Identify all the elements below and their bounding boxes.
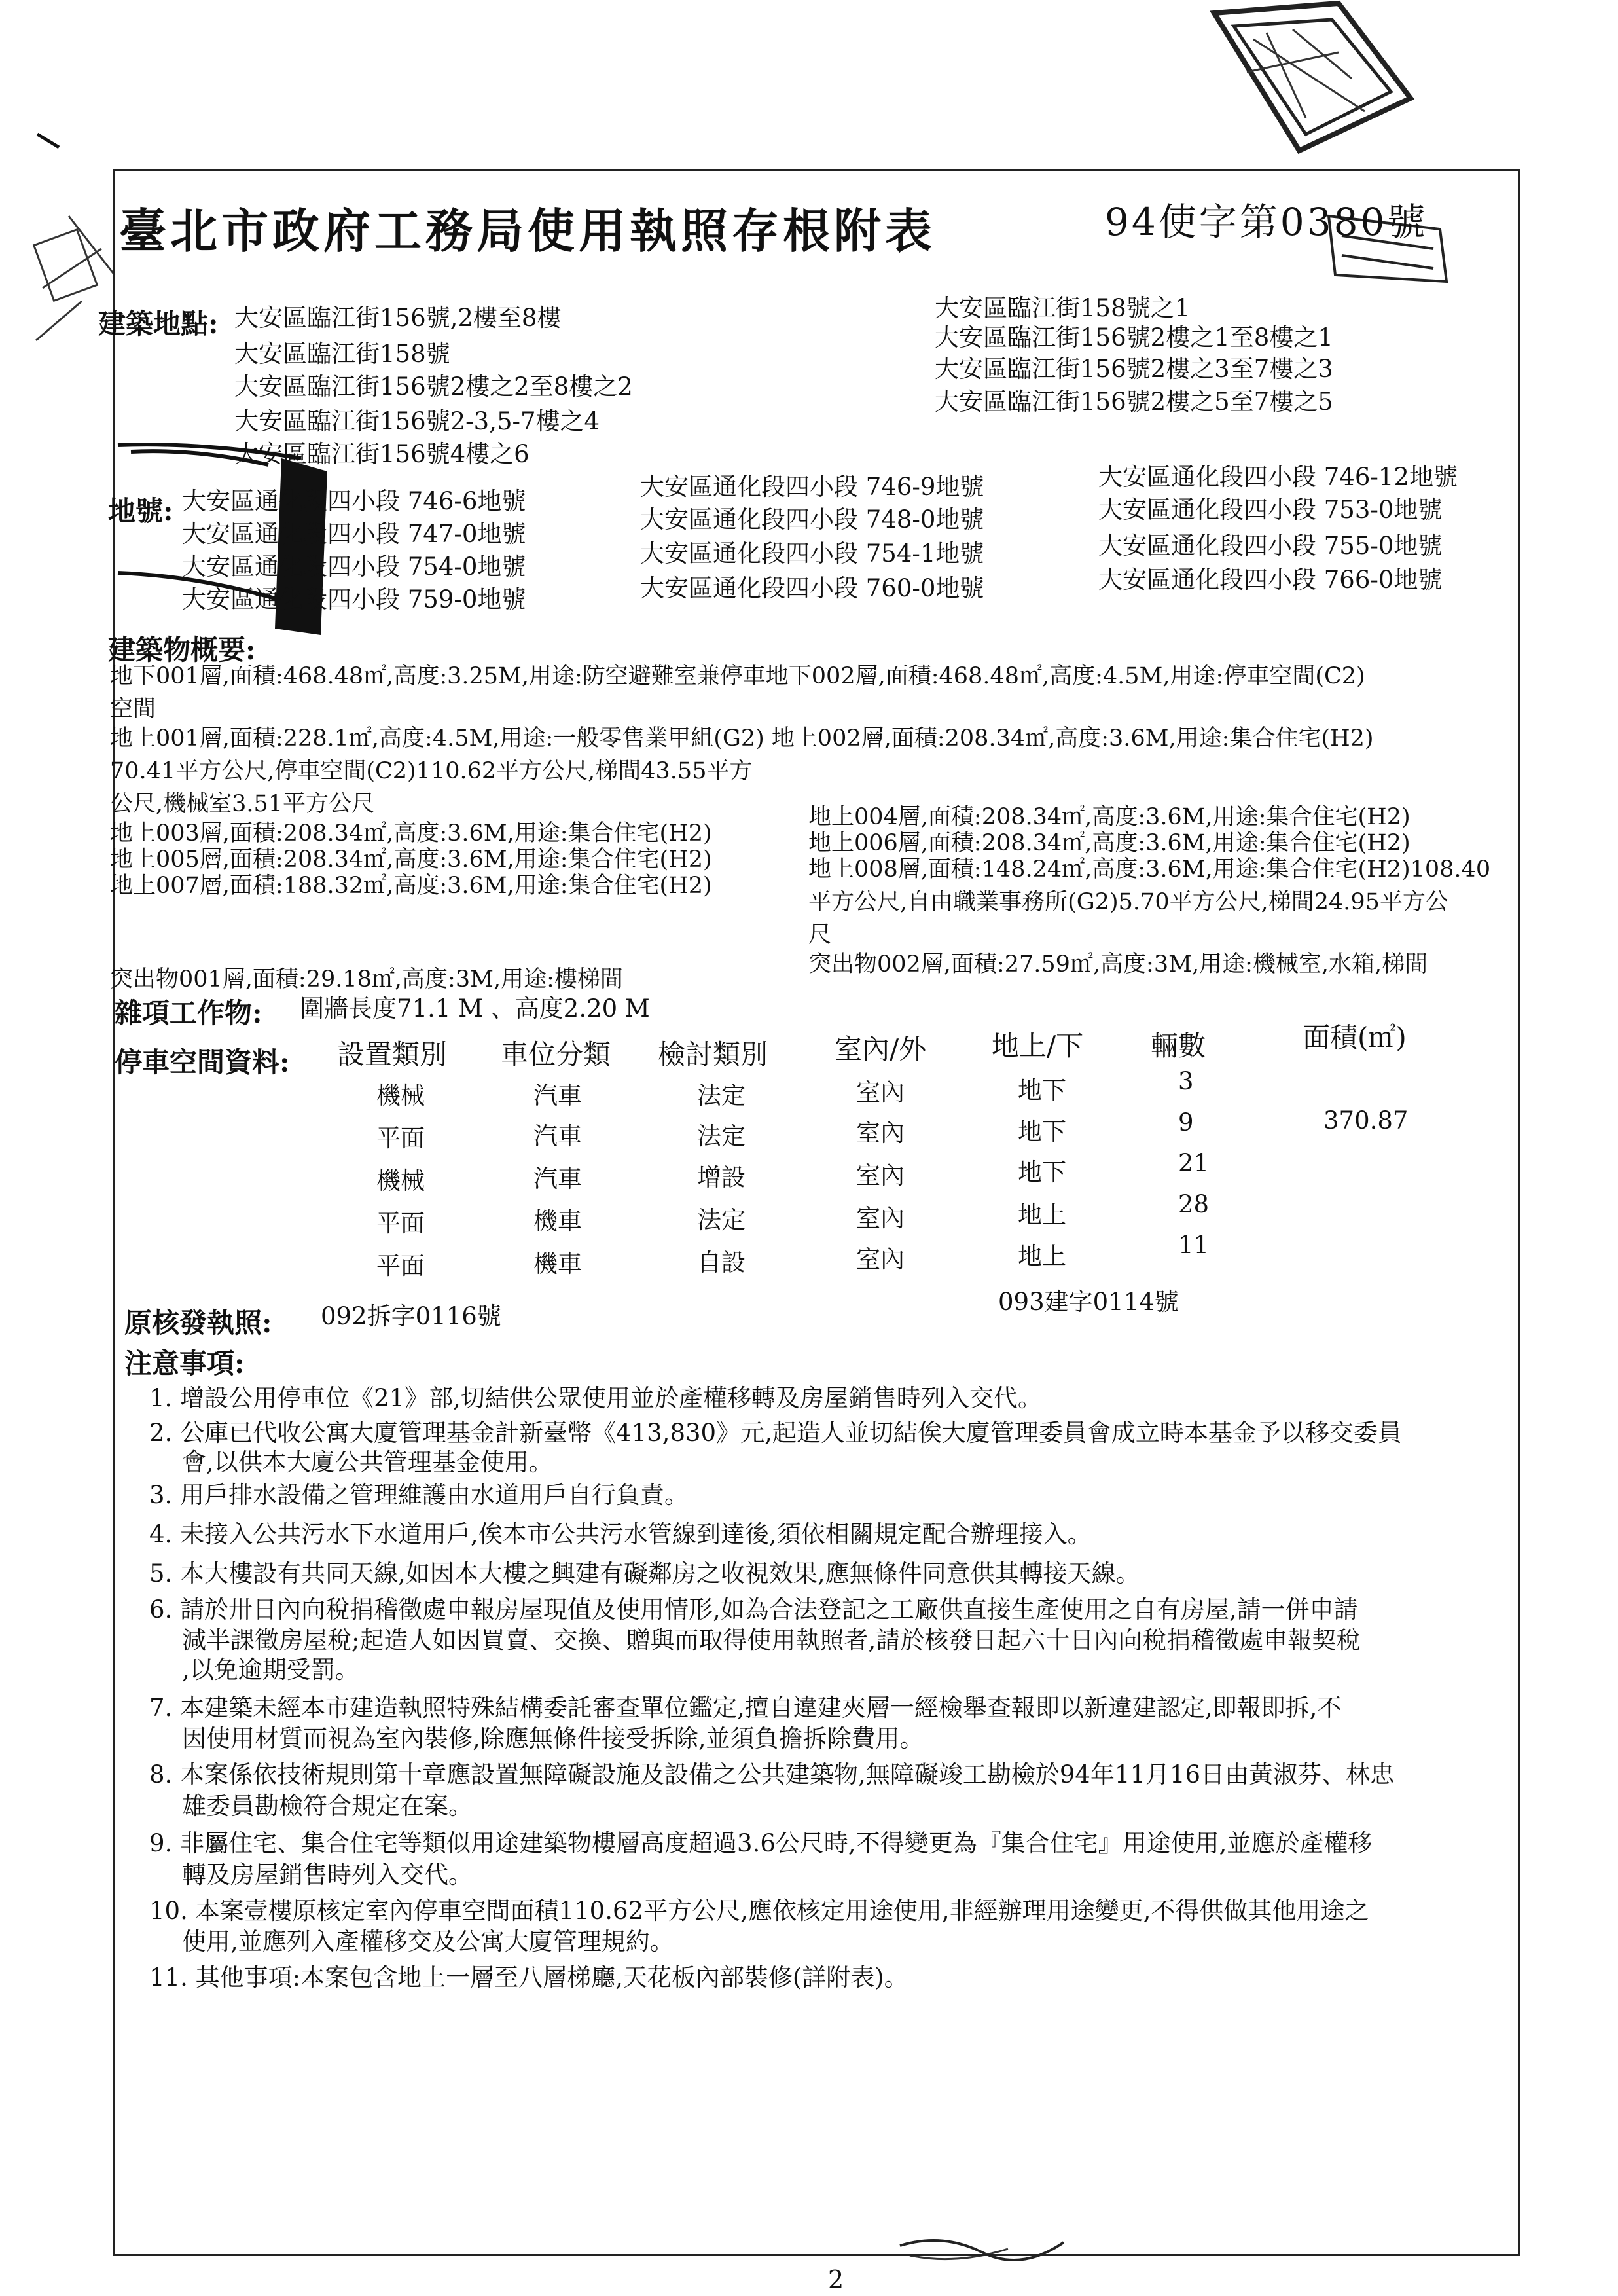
building-floor-line: 地上005層,面積:208.34㎡,高度:3.6M,用途:集合住宅(H2) [110, 847, 712, 873]
parking-cell: 28 [1178, 1190, 1210, 1218]
building-floor-line: 突出物001層,面積:29.18㎡,高度:3M,用途:樓梯間 [110, 966, 623, 993]
parking-cell: 平面 [376, 1252, 425, 1280]
parking-cell: 平面 [376, 1124, 425, 1152]
note-line: 11. 其他事項:本案包含地上一層至八層梯廳,天花板內部裝修(詳附表)。 [149, 1963, 908, 1992]
note-line: 轉及房屋銷售時列入交代。 [182, 1861, 473, 1889]
parking-cell: 自設 [697, 1248, 746, 1277]
lot-number: 大安區通化段四小段 759-0地號 [182, 585, 526, 613]
lot-number: 大安區通化段四小段 766-0地號 [1098, 566, 1443, 594]
site-address: 大安區臨江街156號2樓之3至7樓之3 [935, 355, 1333, 383]
lot-number: 大安區通化段四小段 760-0地號 [640, 574, 984, 602]
parking-cell: 機械 [376, 1167, 425, 1195]
note-line: 因使用材質而視為室內裝修,除應無條件接受拆除,並須負擔拆除費用。 [182, 1724, 924, 1753]
lot-number: 大安區通化段四小段 748-0地號 [640, 505, 984, 534]
page-number: 2 [828, 2265, 844, 2294]
parking-header: 輛數 [1151, 1030, 1206, 1062]
building-floor-line: 地上007層,面積:188.32㎡,高度:3.6M,用途:集合住宅(H2) [110, 873, 712, 899]
parking-cell: 增設 [697, 1163, 746, 1192]
note-line: 6. 請於卅日內向稅捐稽徵處申報房屋現值及使用情形,如為合法登記之工廠供直接生產使用之自有房屋,請一併申請 [149, 1595, 1358, 1624]
building-floor-line: 地上001層,面積:228.1㎡,高度:4.5M,用途:一般零售業甲組(G2) 地上002層,面積:208.34㎡,高度:3.6M,用途:集合住宅(H2) [110, 725, 1374, 752]
parking-cell: 機車 [533, 1207, 582, 1235]
parking-header: 地上/下 [992, 1030, 1084, 1062]
parking-header: 設置類別 [337, 1038, 448, 1070]
parking-cell: 9 [1178, 1108, 1194, 1137]
parking-cell: 汽車 [533, 1082, 582, 1110]
corner-mark [36, 131, 62, 151]
site-address: 大安區臨江街156號2樓之5至7樓之5 [935, 388, 1333, 416]
note-line: 1. 增設公用停車位《21》部,切結供公眾使用並於產權移轉及房屋銷售時列入交代。 [149, 1384, 1042, 1412]
parking-cell: 3 [1178, 1067, 1194, 1095]
lot-number: 大安區通化段四小段 754-1地號 [640, 539, 984, 568]
parking-cell: 地下 [1018, 1076, 1066, 1104]
parking-cell: 地上 [1018, 1201, 1066, 1229]
site-address: 大安區臨江街156號2-3,5-7樓之4 [234, 407, 600, 435]
lot-number: 大安區通化段四小段 753-0地號 [1098, 496, 1443, 524]
document-title: 臺北市政府工務局使用執照存根附表 [119, 203, 937, 259]
parking-cell: 汽車 [533, 1165, 582, 1193]
parking-label: 停車空間資料: [115, 1046, 290, 1078]
parking-cell: 室內 [856, 1161, 905, 1190]
building-floor-line: 空間 [110, 696, 156, 722]
note-line: 使用,並應列入產權移交及公寓大廈管理規約。 [182, 1927, 674, 1956]
parking-header: 面積(㎡) [1303, 1021, 1407, 1053]
parking-cell: 地下 [1018, 1158, 1066, 1186]
lot-number: 大安區通化段四小段 746-9地號 [640, 473, 984, 501]
parking-cell: 21 [1178, 1149, 1210, 1177]
note-line: ,以免逾期受罰。 [182, 1656, 359, 1684]
building-floor-line: 地上003層,面積:208.34㎡,高度:3.6M,用途:集合住宅(H2) [110, 820, 712, 847]
note-line: 減半課徵房屋稅;起造人如因買賣、交換、贈與而取得使用執照者,請於核發日起六十日內向稅捐稽徵處申報契稅 [182, 1626, 1361, 1654]
lot-number: 大安區通化段四小段 747-0地號 [182, 520, 526, 548]
original-permit-label: 原核發執照: [124, 1307, 272, 1339]
notes-label: 注意事項: [124, 1347, 245, 1379]
note-line: 2. 公庫已代收公寓大廈管理基金計新臺幣《413,830》元,起造人並切結俟大廈管理委員會成立時本基金予以移交委員 [149, 1419, 1402, 1447]
lot-label: 地號: [108, 495, 173, 527]
note-line: 會,以供本大廈公共管理基金使用。 [182, 1448, 553, 1476]
building-summary-label: 建築物概要: [108, 634, 256, 666]
note-line: 4. 未接入公共污水下水道用戶,俟本市公共污水管線到達後,須依相關規定配合辦理接入。 [149, 1520, 1092, 1548]
misc-works-label: 雜項工作物: [115, 997, 262, 1029]
site-address: 大安區臨江街156號2樓之1至8樓之1 [935, 323, 1333, 352]
parking-cell: 室內 [856, 1245, 905, 1273]
site-label: 建築地點: [98, 308, 219, 340]
top-right-stamp [1208, 0, 1417, 157]
building-floor-line: 地上004層,面積:208.34㎡,高度:3.6M,用途:集合住宅(H2) [808, 804, 1411, 830]
note-line: 雄委員勘檢符合規定在案。 [182, 1792, 473, 1820]
parking-cell: 室內 [856, 1078, 905, 1106]
building-floor-line: 突出物002層,面積:27.59㎡,高度:3M,用途:機械室,水箱,梯間 [808, 951, 1428, 977]
site-address: 大安區臨江街158號之1 [935, 294, 1191, 322]
parking-cell: 平面 [376, 1209, 425, 1237]
building-floor-line: 尺 [808, 922, 832, 948]
parking-cell: 370.87 [1323, 1106, 1409, 1135]
building-floor-line: 地上008層,面積:148.24㎡,高度:3.6M,用途:集合住宅(H2)108.40 [808, 856, 1491, 883]
parking-cell: 地下 [1018, 1118, 1066, 1146]
parking-cell: 地上 [1018, 1242, 1066, 1270]
permit-number: 94使字第0380號 [1105, 200, 1428, 244]
parking-header: 室內/外 [835, 1033, 927, 1065]
building-floor-line: 平方公尺,自由職業事務所(G2)5.70平方公尺,梯間24.95平方公 [808, 889, 1448, 915]
site-address: 大安區臨江街158號 [234, 340, 450, 368]
parking-cell: 法定 [697, 1082, 746, 1110]
note-line: 9. 非屬住宅、集合住宅等類似用途建築物樓層高度超過3.6公尺時,不得變更為『集合住宅』用途使用,並應於產權移 [149, 1829, 1373, 1857]
parking-cell: 室內 [856, 1119, 905, 1147]
parking-cell: 法定 [697, 1206, 746, 1234]
original-permit-value: 093建字0114號 [998, 1288, 1179, 1316]
original-permit-value: 092拆字0116號 [321, 1302, 501, 1330]
note-line: 3. 用戶排水設備之管理維護由水道用戶自行負責。 [149, 1481, 689, 1509]
note-line: 8. 本案係依技術規則第十章應設置無障礙設施及設備之公共建築物,無障礙竣工勘檢於94年11月16日由黃淑芬、林忠 [149, 1760, 1395, 1789]
building-floor-line: 地下001層,面積:468.48㎡,高度:3.25M,用途:防空避難室兼停車地下002層,面積:468.48㎡,高度:4.5M,用途:停車空間(C2) [110, 663, 1365, 689]
site-address: 大安區臨江街156號2樓之2至8樓之2 [234, 373, 633, 401]
lot-number: 大安區通化段四小段 755-0地號 [1098, 532, 1443, 560]
note-line: 10. 本案壹樓原核定室內停車空間面積110.62平方公尺,應依核定用途使用,非經辦理用途變更,不得供做其他用途之 [149, 1897, 1369, 1925]
parking-cell: 11 [1178, 1231, 1210, 1259]
lot-number: 大安區通化段四小段 754-0地號 [182, 553, 526, 581]
site-address: 大安區臨江街156號,2樓至8樓 [234, 304, 562, 332]
parking-cell: 機車 [533, 1250, 582, 1278]
parking-cell: 汽車 [533, 1122, 582, 1150]
building-floor-line: 地上006層,面積:208.34㎡,高度:3.6M,用途:集合住宅(H2) [808, 830, 1411, 856]
parking-cell: 室內 [856, 1204, 905, 1232]
lot-number: 大安區通化段四小段 746-6地號 [182, 487, 526, 515]
note-line: 5. 本大樓設有共同天線,如因本大樓之興建有礙鄰房之收視效果,應無條件同意供其轉接天線。 [149, 1559, 1140, 1588]
parking-header: 車位分類 [501, 1038, 611, 1070]
note-line: 7. 本建築未經本市建造執照特殊結構委託審查單位鑑定,擅自違建夾層一經檢舉查報即以新違建認定,即報即拆,不 [149, 1694, 1342, 1722]
building-floor-line: 70.41平方公尺,停車空間(C2)110.62平方公尺,梯間43.55平方 [110, 758, 753, 784]
parking-cell: 機械 [376, 1082, 425, 1110]
lot-number: 大安區通化段四小段 746-12地號 [1098, 463, 1458, 491]
parking-cell: 法定 [697, 1122, 746, 1150]
misc-works-value: 圍牆長度71.1 M 、高度2.20 M [300, 994, 650, 1023]
building-floor-line: 公尺,機械室3.51平方公尺 [110, 791, 375, 817]
parking-header: 檢討類別 [658, 1038, 768, 1070]
site-address: 大安區臨江街156號4樓之6 [234, 440, 530, 468]
